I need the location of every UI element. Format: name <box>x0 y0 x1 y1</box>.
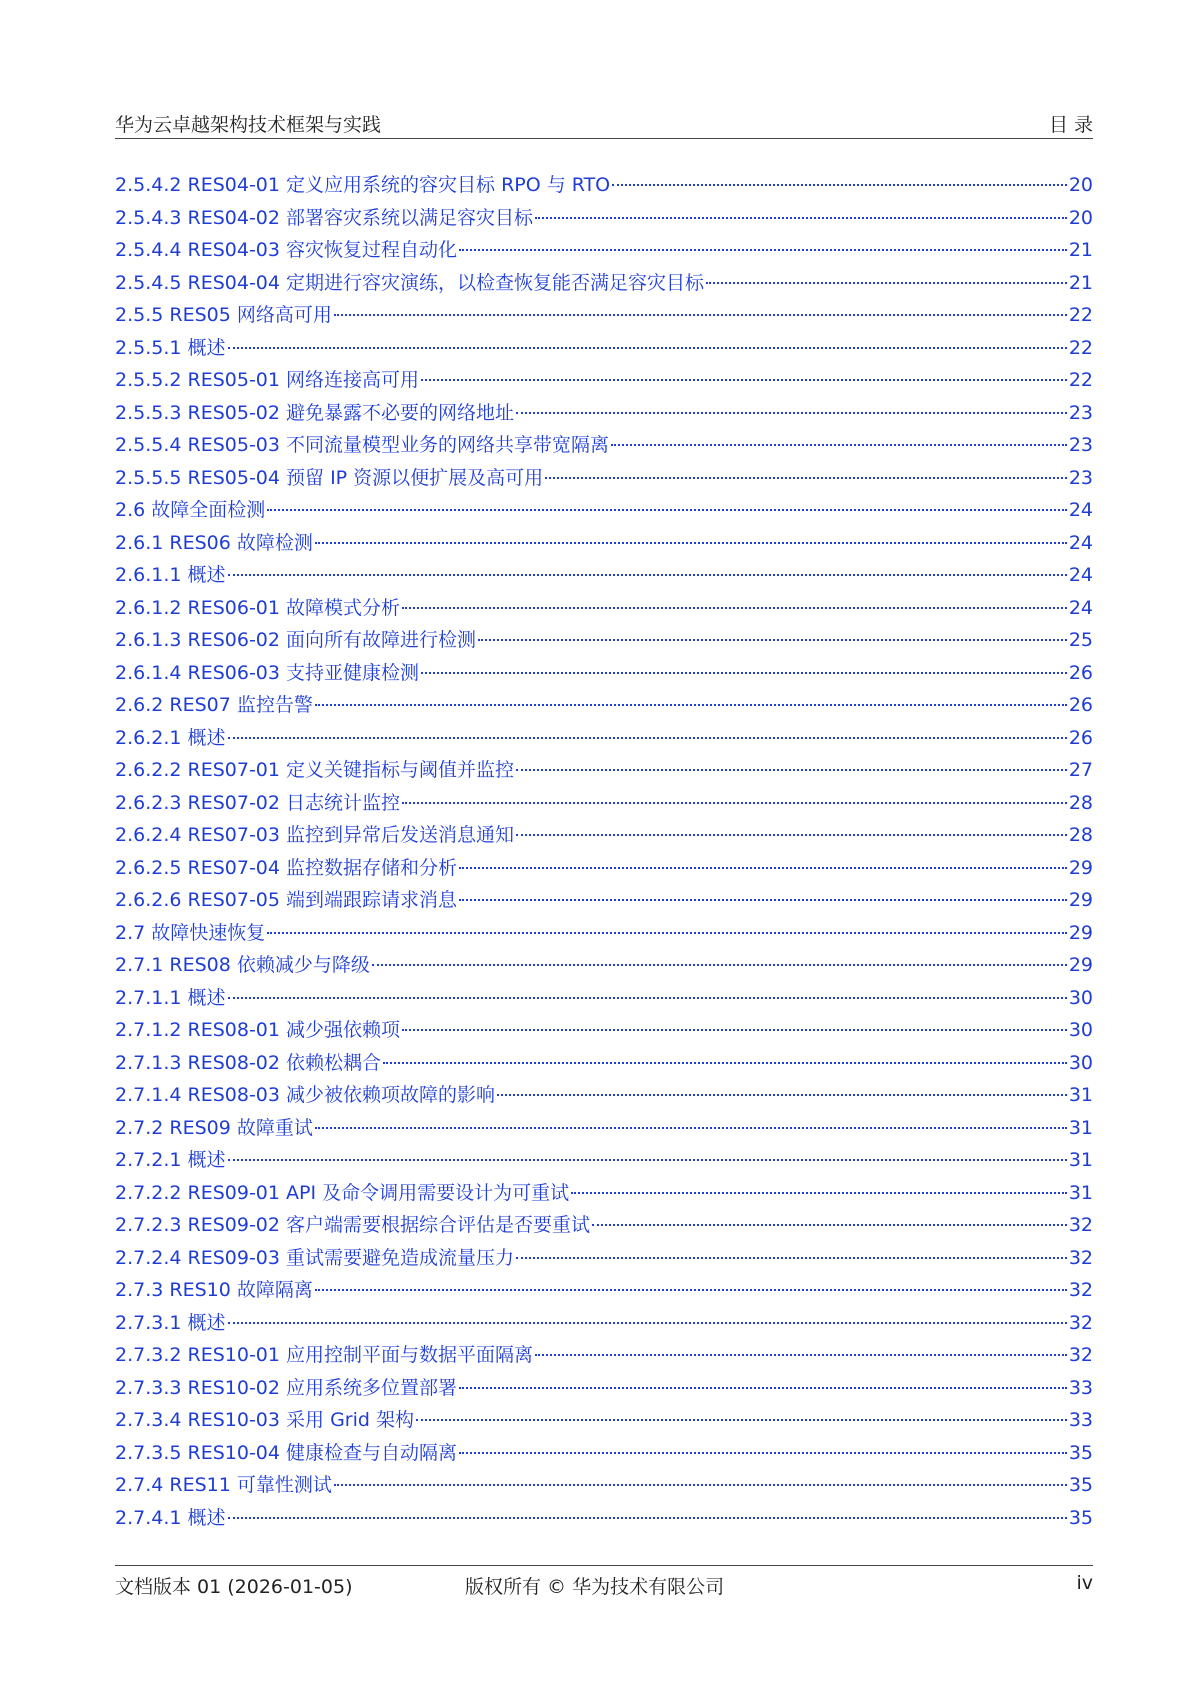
toc-entry-label: 2.7.1.2 RES08-01 减少强依赖项 <box>115 1019 401 1041</box>
toc-entry-label: 2.5.5.2 RES05-01 网络连接高可用 <box>115 369 420 391</box>
toc-entry[interactable] <box>115 592 1093 625</box>
toc-entry-label: 2.7.3.4 RES10-03 采用 Grid 架构 <box>115 1409 414 1431</box>
dot-leader <box>516 768 1067 771</box>
toc-entry-label: 2.7.3.2 RES10-01 应用控制平面与数据平面隔离 <box>115 1344 534 1366</box>
toc-entry[interactable] <box>115 1307 1093 1340</box>
toc-entry-label: 2.7.3.1 概述 <box>115 1311 226 1334</box>
toc-entry-page: 20 <box>1068 174 1093 196</box>
toc-entry[interactable] <box>115 1047 1093 1080</box>
toc-entry-page: 35 <box>1068 1506 1093 1529</box>
toc-entry-page: 21 <box>1068 239 1093 261</box>
dot-leader <box>421 671 1067 674</box>
toc-entry-label: 2.7.2.2 RES09-01 API 及命令调用需要设计为可重试 <box>115 1181 570 1204</box>
toc-entry-label: 2.5.4.5 RES04-04 定期进行容灾演练，以检查恢复能否满足容灾目标 <box>115 271 705 294</box>
toc-entry[interactable] <box>115 1112 1093 1145</box>
toc-entry-page: 22 <box>1068 336 1093 359</box>
toc-entry-label: 2.5.5.5 RES05-04 预留 IP 资源以便扩展及高可用 <box>115 466 544 489</box>
dot-leader <box>421 378 1067 381</box>
toc-entry[interactable] <box>115 819 1093 852</box>
toc-entry[interactable] <box>115 169 1093 202</box>
toc-entry[interactable] <box>115 1502 1093 1535</box>
toc-entry-label: 2.6.1.2 RES06-01 故障模式分析 <box>115 596 401 619</box>
toc-entry-page: 35 <box>1068 1474 1093 1496</box>
dot-leader <box>478 638 1067 641</box>
dot-leader <box>459 898 1067 901</box>
toc-entry[interactable] <box>115 1144 1093 1177</box>
toc-entry[interactable] <box>115 1339 1093 1372</box>
toc-entry-label: 2.5.4.2 RES04-01 定义应用系统的容灾目标 RPO 与 RTO <box>115 174 611 196</box>
dot-leader <box>416 1418 1067 1421</box>
toc-entry-page: 28 <box>1068 824 1093 846</box>
dot-leader <box>228 1158 1067 1161</box>
dot-leader <box>459 248 1067 251</box>
toc-entry-page: 24 <box>1068 564 1093 586</box>
toc-entry-label: 2.5.5.4 RES05-03 不同流量模型业务的网络共享带宽隔离 <box>115 434 610 456</box>
toc-entry[interactable] <box>115 267 1093 300</box>
dot-leader <box>267 508 1067 511</box>
toc-entry-page: 26 <box>1068 694 1093 716</box>
toc-entry-page: 33 <box>1068 1376 1093 1399</box>
toc-entry-page: 32 <box>1068 1214 1093 1236</box>
page-footer <box>115 1565 1093 1600</box>
toc-entry[interactable] <box>115 1372 1093 1405</box>
toc-entry-label: 2.7.4.1 概述 <box>115 1506 226 1529</box>
page-header <box>115 110 1093 139</box>
dot-leader <box>228 573 1067 576</box>
toc-entry[interactable] <box>115 754 1093 787</box>
toc-entry[interactable] <box>115 624 1093 657</box>
toc-entry-label: 2.7.2.3 RES09-02 客户端需要根据综合评估是否要重试 <box>115 1214 591 1236</box>
toc-entry-label: 2.6.1.3 RES06-02 面向所有故障进行检测 <box>115 629 477 651</box>
toc-entry-page: 32 <box>1068 1279 1093 1301</box>
toc-entry-page: 32 <box>1068 1246 1093 1269</box>
toc-entry[interactable] <box>115 949 1093 982</box>
toc-entry-label: 2.7.3.5 RES10-04 健康检查与自动隔离 <box>115 1441 458 1464</box>
toc-entry-page: 29 <box>1068 921 1093 944</box>
toc-entry-label: 2.7.2.1 概述 <box>115 1149 226 1171</box>
toc-entry-label: 2.6.2.1 概述 <box>115 726 226 749</box>
toc-entry-label: 2.5.5.1 概述 <box>115 336 226 359</box>
toc-entry-label: 2.7.3 RES10 故障隔离 <box>115 1279 313 1301</box>
dot-leader <box>334 313 1067 316</box>
dot-leader <box>334 1483 1067 1486</box>
toc-entry-label: 2.6.2.6 RES07-05 端到端跟踪请求消息 <box>115 889 458 911</box>
document-title: 华为云卓越架构技术框架与实践 <box>115 114 382 136</box>
dot-leader <box>267 931 1067 934</box>
toc-entry-label: 2.5.5 RES05 网络高可用 <box>115 304 332 326</box>
dot-leader <box>315 1126 1067 1129</box>
toc-entry[interactable] <box>115 559 1093 592</box>
dot-leader <box>611 443 1067 446</box>
toc-entry-label: 2.6.2 RES07 监控告警 <box>115 694 313 716</box>
toc-entry[interactable] <box>115 234 1093 267</box>
dot-leader <box>706 281 1067 284</box>
dot-leader <box>315 1288 1067 1291</box>
dot-leader <box>516 833 1067 836</box>
toc-entry-label: 2.7.2.4 RES09-03 重试需要避免造成流量压力 <box>115 1246 515 1269</box>
toc-entry[interactable] <box>115 462 1093 495</box>
toc-entry-page: 30 <box>1068 1019 1093 1041</box>
dot-leader <box>459 1386 1067 1389</box>
dot-leader <box>228 1321 1067 1324</box>
toc-entry-page: 29 <box>1068 856 1093 879</box>
toc-entry-label: 2.7 故障快速恢复 <box>115 921 266 944</box>
toc-entry[interactable] <box>115 657 1093 690</box>
toc-entry-page: 24 <box>1068 531 1093 554</box>
dot-leader <box>459 866 1067 869</box>
dot-leader <box>372 963 1067 966</box>
toc-entry[interactable] <box>115 1469 1093 1502</box>
toc-entry-page: 25 <box>1068 629 1093 651</box>
dot-leader <box>535 1353 1067 1356</box>
page-number: iv <box>1076 1572 1093 1594</box>
copyright-notice: 版权所有 © 华为技术有限公司 <box>465 1576 725 1598</box>
toc-entry-label: 2.6.2.4 RES07-03 监控到异常后发送消息通知 <box>115 824 515 846</box>
toc-entry-page: 21 <box>1068 271 1093 294</box>
toc-entry[interactable] <box>115 787 1093 820</box>
toc-entry[interactable] <box>115 299 1093 332</box>
toc-entry[interactable] <box>115 397 1093 430</box>
toc-entry[interactable] <box>115 1177 1093 1210</box>
toc-entry-label: 2.7.1.3 RES08-02 依赖松耦合 <box>115 1051 382 1074</box>
toc-entry-page: 22 <box>1068 369 1093 391</box>
toc-entry[interactable] <box>115 202 1093 235</box>
dot-leader <box>402 1028 1067 1031</box>
toc-entry-page: 30 <box>1068 986 1093 1009</box>
toc-entry[interactable] <box>115 332 1093 365</box>
toc-entry-label: 2.7.4 RES11 可靠性测试 <box>115 1474 332 1496</box>
table-of-contents <box>115 169 1093 1534</box>
toc-entry-page: 24 <box>1068 596 1093 619</box>
dot-leader <box>497 1093 1067 1096</box>
toc-entry[interactable] <box>115 689 1093 722</box>
toc-entry-page: 20 <box>1068 206 1093 229</box>
toc-entry-page: 31 <box>1068 1181 1093 1204</box>
dot-leader <box>612 183 1067 186</box>
toc-entry-label: 2.5.4.4 RES04-03 容灾恢复过程自动化 <box>115 239 458 261</box>
toc-entry-page: 28 <box>1068 791 1093 814</box>
toc-entry[interactable] <box>115 1242 1093 1275</box>
dot-leader <box>228 1516 1067 1519</box>
toc-entry-label: 2.7.1 RES08 依赖减少与降级 <box>115 954 370 976</box>
toc-entry-page: 31 <box>1068 1084 1093 1106</box>
toc-entry-page: 35 <box>1068 1441 1093 1464</box>
dot-leader <box>516 1256 1067 1259</box>
dot-leader <box>383 1061 1067 1064</box>
toc-entry[interactable] <box>115 1437 1093 1470</box>
toc-entry-page: 26 <box>1068 726 1093 749</box>
toc-entry-label: 2.7.2 RES09 故障重试 <box>115 1116 313 1139</box>
toc-entry-label: 2.6.1 RES06 故障检测 <box>115 531 313 554</box>
toc-entry-label: 2.6.1.4 RES06-03 支持亚健康检测 <box>115 661 420 684</box>
toc-entry-label: 2.6.2.5 RES07-04 监控数据存储和分析 <box>115 856 458 879</box>
toc-entry[interactable] <box>115 1274 1093 1307</box>
toc-entry[interactable] <box>115 1079 1093 1112</box>
toc-entry-page: 33 <box>1068 1409 1093 1431</box>
dot-leader <box>459 1451 1067 1454</box>
document-version: 文档版本 01 (2026-01-05) <box>115 1576 353 1598</box>
toc-entry-page: 30 <box>1068 1051 1093 1074</box>
toc-entry-label: 2.6.2.2 RES07-01 定义关键指标与阈值并监控 <box>115 759 515 781</box>
toc-entry-page: 29 <box>1068 889 1093 911</box>
toc-entry[interactable] <box>115 364 1093 397</box>
toc-entry[interactable] <box>115 917 1093 950</box>
toc-entry-page: 23 <box>1068 401 1093 424</box>
dot-leader <box>571 1191 1067 1194</box>
toc-entry[interactable] <box>115 494 1093 527</box>
toc-entry[interactable] <box>115 852 1093 885</box>
toc-entry[interactable] <box>115 1404 1093 1437</box>
toc-entry[interactable] <box>115 1014 1093 1047</box>
dot-leader <box>545 476 1067 479</box>
toc-entry[interactable] <box>115 527 1093 560</box>
toc-entry-page: 32 <box>1068 1311 1093 1334</box>
toc-entry-label: 2.5.4.3 RES04-02 部署容灾系统以满足容灾目标 <box>115 206 534 229</box>
toc-entry-page: 27 <box>1068 759 1093 781</box>
toc-entry[interactable] <box>115 429 1093 462</box>
section-title: 目 录 <box>1048 114 1093 136</box>
toc-entry-page: 22 <box>1068 304 1093 326</box>
toc-entry-label: 2.5.5.3 RES05-02 避免暴露不必要的网络地址 <box>115 401 515 424</box>
toc-entry-page: 23 <box>1068 466 1093 489</box>
toc-entry-page: 31 <box>1068 1116 1093 1139</box>
toc-entry-page: 29 <box>1068 954 1093 976</box>
dot-leader <box>402 606 1067 609</box>
dot-leader <box>516 411 1067 414</box>
toc-entry-label: 2.6.1.1 概述 <box>115 564 226 586</box>
toc-entry[interactable] <box>115 722 1093 755</box>
toc-entry-label: 2.7.1.4 RES08-03 减少被依赖项故障的影响 <box>115 1084 496 1106</box>
dot-leader <box>228 996 1067 999</box>
dot-leader <box>535 216 1067 219</box>
toc-entry-label: 2.6.2.3 RES07-02 日志统计监控 <box>115 791 401 814</box>
dot-leader <box>402 801 1067 804</box>
toc-entry-page: 31 <box>1068 1149 1093 1171</box>
dot-leader <box>315 703 1067 706</box>
dot-leader <box>315 541 1067 544</box>
toc-entry-label: 2.6 故障全面检测 <box>115 499 266 521</box>
toc-entry[interactable] <box>115 982 1093 1015</box>
toc-entry-label: 2.7.1.1 概述 <box>115 986 226 1009</box>
dot-leader <box>228 346 1067 349</box>
toc-entry-page: 24 <box>1068 499 1093 521</box>
toc-entry-label: 2.7.3.3 RES10-02 应用系统多位置部署 <box>115 1376 458 1399</box>
toc-entry[interactable] <box>115 884 1093 917</box>
toc-entry-page: 23 <box>1068 434 1093 456</box>
toc-entry-page: 32 <box>1068 1344 1093 1366</box>
toc-entry[interactable] <box>115 1209 1093 1242</box>
toc-entry-page: 26 <box>1068 661 1093 684</box>
dot-leader <box>228 736 1067 739</box>
dot-leader <box>592 1223 1067 1226</box>
